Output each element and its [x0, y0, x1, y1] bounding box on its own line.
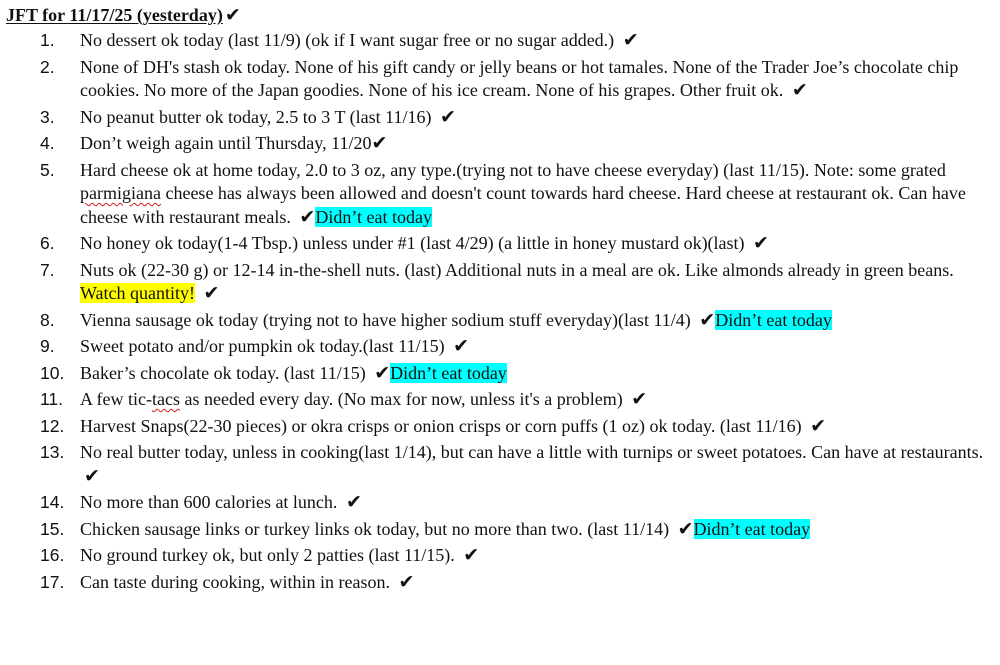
- checkmark-icon: ✔: [203, 282, 220, 304]
- highlight-note: Didn’t eat today: [390, 362, 507, 383]
- item-text: Can taste during cooking, within in reason.: [80, 571, 390, 592]
- item-text: Nuts ok (22-30 g) or 12-14 in-the-shell nuts. (last) Additional nuts in a meal are ok. Like almonds already in green beans.: [80, 259, 954, 280]
- item-text: A few tic-: [80, 389, 152, 409]
- item-text: Vienna sausage ok today (trying not to have higher sodium stuff everyday)(last 11/4): [80, 309, 691, 330]
- list-item: [6, 415, 994, 439]
- list-item: [6, 362, 994, 386]
- list-item: [6, 491, 994, 515]
- checkmark-icon: ✔: [299, 205, 316, 228]
- document-title: [6, 3, 994, 27]
- item-number: 4.: [40, 133, 55, 153]
- highlight-warning: Watch quantity!: [80, 283, 196, 303]
- item-text: No peanut butter ok today, 2.5 to 3 T (last 11/16): [80, 106, 432, 127]
- item-text: Baker’s chocolate ok today. (last 11/15): [80, 362, 366, 383]
- item-text: No real butter today, unless in cooking(last 1/14), but can have a little with turnips or sweet potatoes. Can have at restaurants.: [80, 442, 984, 462]
- checkmark-icon: ✔: [84, 464, 100, 487]
- checkmark-icon: ✔: [699, 308, 716, 331]
- item-number: 14.: [40, 492, 65, 512]
- checkmark-icon: ✔: [453, 335, 470, 357]
- checkmark-icon: ✔: [810, 414, 827, 437]
- item-text: No dessert ok today (last 11/9) (ok if I want sugar free or no sugar added.): [80, 30, 615, 50]
- highlight-note: Didn’t eat today: [693, 518, 811, 539]
- list-item: [6, 56, 994, 103]
- item-number: 17.: [40, 571, 65, 592]
- food-rules-list: [6, 29, 994, 594]
- list-item: [6, 388, 994, 412]
- list-item: [6, 232, 994, 256]
- item-text: as needed every day. (No max for now, unless it's a problem): [179, 389, 623, 409]
- checkmark-icon: ✔: [371, 132, 388, 154]
- checkmark-icon: ✔: [791, 79, 808, 101]
- list-item: [6, 518, 994, 542]
- list-item: [6, 544, 994, 568]
- item-number: 11.: [40, 389, 64, 409]
- item-text: Sweet potato and/or pumpkin ok today.(last 11/15): [80, 336, 445, 356]
- item-number: 8.: [40, 309, 55, 330]
- item-text: cheese has always been allowed and doesn't count towards hard cheese. Hard cheese at restaurant ok. Can have cheese with restaurant meals.: [80, 183, 966, 227]
- item-number: 2.: [40, 56, 55, 77]
- checkmark-icon: ✔: [439, 105, 456, 128]
- checkmark-icon: ✔: [622, 29, 639, 51]
- item-number: 1.: [40, 30, 55, 50]
- highlight-note: Didn’t eat today: [315, 206, 432, 227]
- checkmark-icon: ✔: [398, 570, 415, 593]
- list-item: [6, 441, 994, 488]
- list-item: [6, 106, 994, 130]
- list-item: [6, 29, 994, 53]
- title-text: JFT for 11/17/25 (yesterday): [6, 5, 223, 25]
- list-item: [6, 335, 994, 359]
- item-number: 13.: [40, 442, 65, 462]
- list-item: [6, 259, 994, 306]
- spellcheck-word: tacs: [151, 389, 180, 409]
- item-number: 9.: [40, 336, 55, 356]
- item-text: Chicken sausage links or turkey links ok today, but no more than two. (last 11/14): [80, 518, 670, 539]
- list-item: [6, 132, 994, 156]
- item-number: 12.: [40, 415, 65, 436]
- item-number: 7.: [40, 259, 55, 280]
- item-number: 3.: [40, 106, 55, 127]
- item-number: 15.: [40, 518, 65, 539]
- checkmark-icon: ✔: [463, 544, 480, 566]
- item-text: Harvest Snaps(22-30 pieces) or okra crisps or onion crisps or corn puffs (1 oz) ok today. (last 11/16): [80, 415, 802, 436]
- item-number: 16.: [40, 545, 65, 565]
- item-number: 10.: [40, 362, 65, 383]
- checkmark-icon: ✔: [345, 491, 362, 513]
- checkmark-icon: ✔: [374, 361, 391, 384]
- checkmark-icon: ✔: [677, 517, 694, 540]
- highlight-note: Didn’t eat today: [715, 309, 832, 330]
- item-text: No ground turkey ok, but only 2 patties (last 11/15).: [80, 545, 455, 565]
- list-item: [6, 571, 994, 595]
- item-text: Hard cheese ok at home today, 2.0 to 3 oz, any type.(trying not to have cheese everyday) (last 11/15). Note: some grated: [80, 159, 946, 180]
- checkmark-icon: ✔: [224, 4, 241, 26]
- item-text: Don’t weigh again until Thursday, 11/20: [80, 133, 372, 153]
- checkmark-icon: ✔: [631, 388, 648, 410]
- spellcheck-word: parmigiana: [80, 183, 161, 203]
- item-text: None of DH's stash ok today. None of his gift candy or jelly beans or hot tamales. None of the Trader Joe’s chocolate chip cookies. No more of the Japan goodies. None of his ice cream. None of his grapes. Other fruit ok.: [80, 56, 959, 100]
- item-number: 5.: [40, 159, 55, 180]
- list-item: [6, 159, 994, 230]
- list-item: [6, 309, 994, 333]
- item-number: 6.: [40, 233, 55, 253]
- item-text: No honey ok today(1-4 Tbsp.) unless under #1 (last 4/29) (a little in honey mustard ok)(last): [80, 233, 745, 253]
- item-text: No more than 600 calories at lunch.: [80, 492, 338, 512]
- checkmark-icon: ✔: [753, 232, 769, 254]
